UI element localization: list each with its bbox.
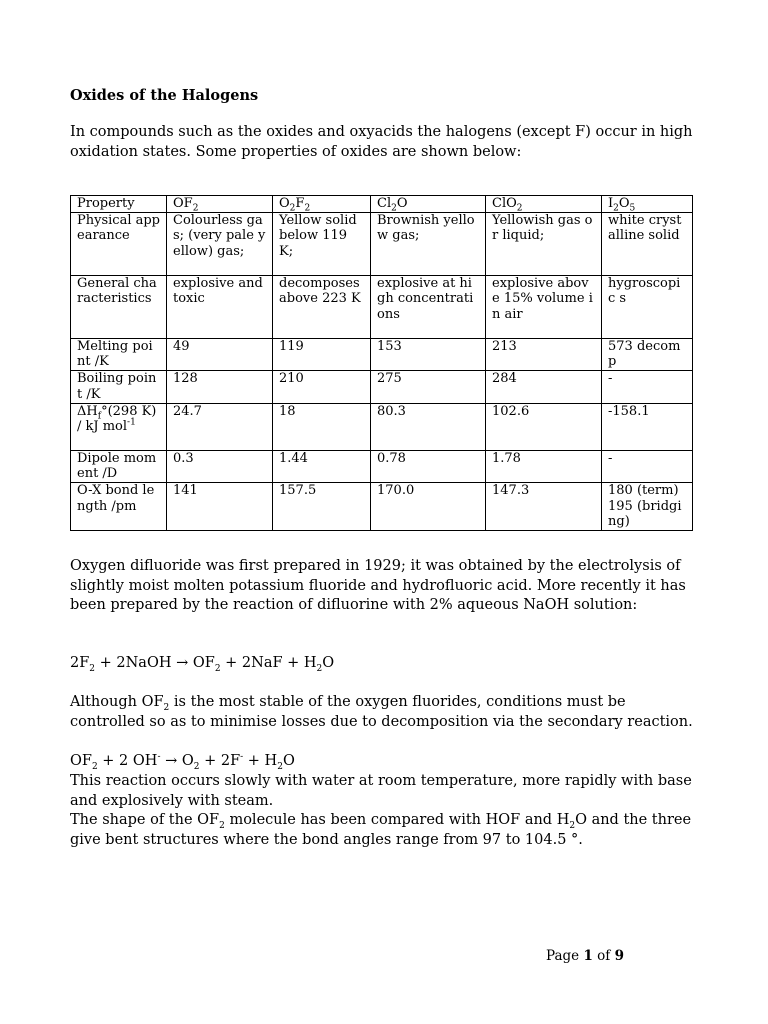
table-cell: 157.5 [273,482,371,530]
table-cell: white crystalline solid [602,212,693,275]
table-cell: 573 decomp [602,338,693,370]
table-cell: - [602,371,693,403]
table-cell: explosive and toxic [167,275,273,338]
table-cell: 0.3 [167,450,273,482]
table-row [71,275,693,338]
table-row [71,338,693,370]
table-cell: 102.6 [486,403,602,450]
table-cell: hygroscopic s [602,275,693,338]
table-row [71,450,693,482]
row-label-cell: General characteristics [71,275,167,338]
table-cell: 213 [486,338,602,370]
total-pages: 9 [614,948,624,964]
table-cell: 275 [371,371,486,403]
table-cell: 210 [273,371,371,403]
table-row [71,482,693,530]
equation-preparation: $2F_2$ + 2NaOH → $OF_2 + 2NaF + H_2O$ [70,655,335,674]
table-header-cell: $I_2O_5$ [602,196,693,213]
table-cell: 128 [167,371,273,403]
table-cell: - [602,450,693,482]
page-title: Oxides of the Halogens [70,87,259,104]
table-cell: 141 [167,482,273,530]
equation-decomposition: $OF_2 + 2$ $OH^- \to O_2 + 2F^- + H_2O$ [70,752,295,772]
row-label-cell: Boiling point /K [71,371,167,403]
row-label-cell: Melting point /K [71,338,167,370]
row-label-cell: Dipole moment /D [71,450,167,482]
table-cell: 24.7 [167,403,273,450]
table-row [71,371,693,403]
table-header-cell: Property [71,196,167,213]
table-header-cell: $OF_2$ [167,196,273,213]
row-label-cell: Physical appearance [71,212,167,275]
table-header-cell: $Cl_2O$ [371,196,486,213]
table-cell: -158.1 [602,403,693,450]
table-cell: 147.3 [486,482,602,530]
table-header-cell: ClO$_2$ [486,196,602,213]
table-cell: 1.78 [486,450,602,482]
table-cell: explosive above 15% volume in air [486,275,602,338]
intro-paragraph: In compounds such as the oxides and oxyacids the halogens (except F) occur in high oxidation states. Some properties of oxides are shown below: [70,124,693,160]
paragraph-molecule-shape: The shape of the $OF_2$ molecule has been compared with HOF and $H_2O$ and the three give bent structures where the bond angles range from 97 to 104.5 °. [70,812,692,848]
table-cell: explosive at high concentrations [371,275,486,338]
table-cell: Brownish yellow gas; [371,212,486,275]
oxide-properties-table [70,195,693,531]
table-row [71,403,693,450]
table-cell: Yellow solid below 119 K; [273,212,371,275]
table-cell: 180 (term) 195 (bridging) [602,482,693,530]
table-cell: Colourless gas; (very pale yellow) gas; [167,212,273,275]
paragraph-preparation: Oxygen difluoride was first prepared in 1929; it was obtained by the electrolysis of slightly moist molten potassium fluoride and hydrofluoric acid. More recently it has been prepared by the reaction of difluorine with 2% aqueous NaOH solution: [70,558,686,614]
table-cell: 119 [273,338,371,370]
table-cell: 170.0 [371,482,486,530]
page-number: Page 1 of 9 [546,948,624,964]
table-header-row [71,196,693,213]
table-header-cell: $O_2F_2$ [273,196,371,213]
table-cell: 80.3 [371,403,486,450]
table-cell: 49 [167,338,273,370]
paragraph-reaction-rate: This reaction occurs slowly with water at room temperature, more rapidly with base and explosively with steam. [70,773,692,809]
table-cell: 284 [486,371,602,403]
current-page: 1 [583,948,593,964]
table-cell: 0.78 [371,450,486,482]
table-cell: Yellowish gas or liquid; [486,212,602,275]
table-cell: 153 [371,338,486,370]
table-cell: decomposes above 223 K [273,275,371,338]
row-label-cell: O-X bond length /pm [71,482,167,530]
table-cell: 18 [273,403,371,450]
table-cell: 1.44 [273,450,371,482]
paragraph-stability: Although $OF_2$ is the most stable of the oxygen fluorides, conditions must be controlled so as to minimise losses due to decomposition via the secondary reaction. [70,694,693,730]
table-row [71,212,693,275]
row-label-cell: $\Delta H_f^\circ(298$ K) / kJ mol$^{-1}$ [71,403,167,450]
